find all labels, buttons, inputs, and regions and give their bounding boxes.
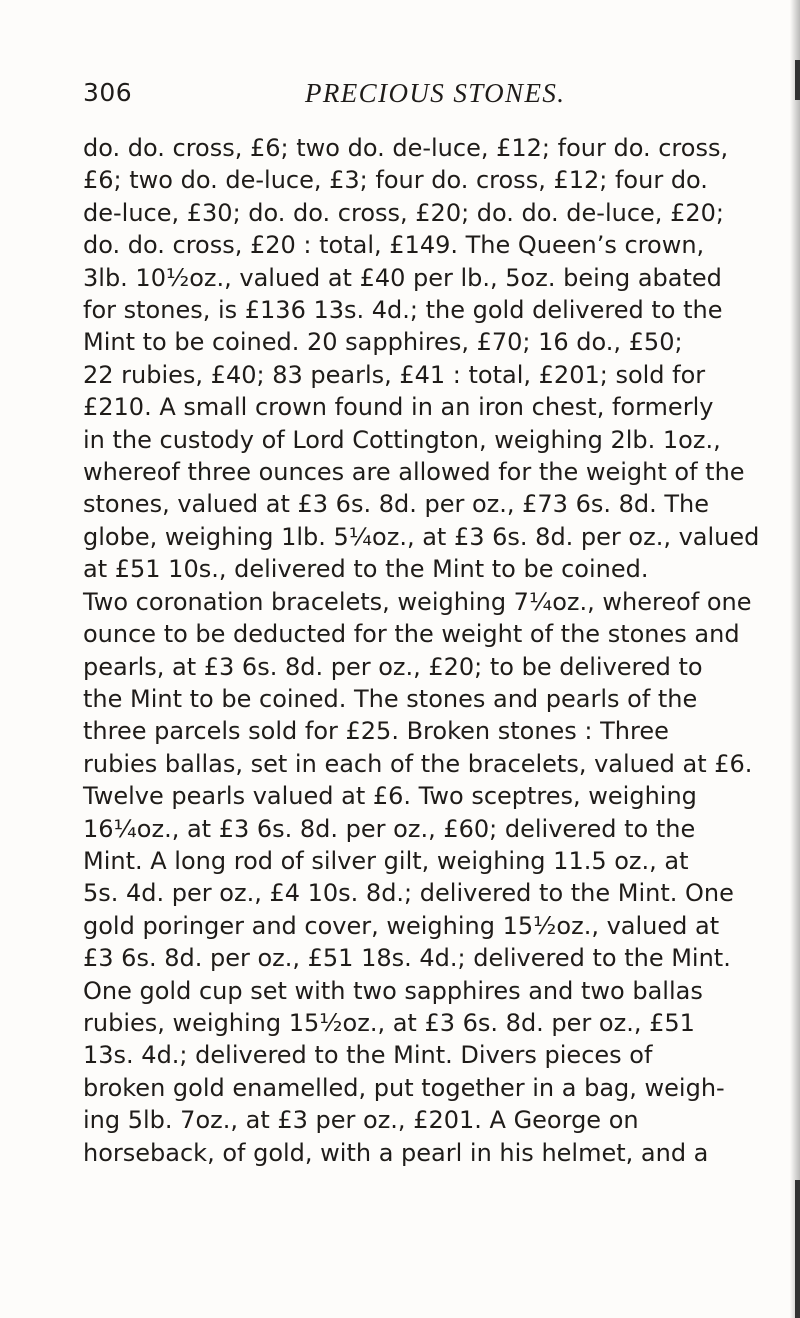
text-line: horseback, of gold, with a pearl in his helmet, and a: [83, 1138, 709, 1167]
text-line: whereof three ounces are allowed for the weight of the: [83, 458, 745, 487]
text-line: Mint to be coined. 20 sapphires, £70; 16 do., £50;: [83, 328, 683, 357]
page-edge-mark: [795, 60, 800, 100]
text-line: Two coronation bracelets, weighing 7¼oz., whereof one: [83, 587, 752, 616]
text-line: rubies ballas, set in each of the bracelets, valued at £6.: [83, 749, 753, 778]
text-line: ing 5lb. 7oz., at £3 per oz., £201. A George on: [83, 1106, 639, 1135]
page-edge-shadow: [790, 0, 800, 1318]
text-line: 22 rubies, £40; 83 pearls, £41 : total, £201; sold for: [83, 360, 706, 389]
text-line: £6; two do. de-luce, £3; four do. cross, £12; four do.: [83, 166, 708, 195]
text-line: stones, valued at £3 6s. 8d. per oz., £73 6s. 8d. The: [83, 490, 709, 519]
text-line: three parcels sold for £25. Broken stones : Three: [83, 717, 669, 746]
text-line: the Mint to be coined. The stones and pearls of the: [83, 684, 698, 713]
text-line: 16¼oz., at £3 6s. 8d. per oz., £60; delivered to the: [83, 814, 696, 843]
text-line: do. do. cross, £20 : total, £149. The Queen’s crown,: [83, 231, 705, 260]
text-line: £3 6s. 8d. per oz., £51 18s. 4d.; delivered to the Mint.: [83, 944, 731, 973]
text-line: pearls, at £3 6s. 8d. per oz., £20; to be delivered to: [83, 652, 703, 681]
text-line: at £51 10s., delivered to the Mint to be coined.: [83, 555, 649, 584]
text-line: 5s. 4d. per oz., £4 10s. 8d.; delivered to the Mint. One: [83, 879, 734, 908]
text-line: Twelve pearls valued at £6. Two sceptres, weighing: [83, 782, 697, 811]
text-line: rubies, weighing 15½oz., at £3 6s. 8d. per oz., £51: [83, 1008, 695, 1037]
text-line: ounce to be deducted for the weight of the stones and: [83, 620, 740, 649]
text-line: do. do. cross, £6; two do. de-luce, £12; four do. cross,: [83, 134, 729, 162]
text-line: Mint. A long rod of silver gilt, weighing 11.5 oz., at: [83, 846, 689, 875]
running-title: PRECIOUS STONES.: [305, 78, 566, 108]
text-line: in the custody of Lord Cottington, weighing 2lb. 1oz.,: [83, 425, 721, 454]
text-line: broken gold enamelled, put together in a bag, weigh-: [83, 1073, 725, 1102]
text-line: gold poringer and cover, weighing 15½oz., valued at: [83, 911, 720, 940]
text-line: 3lb. 10½oz., valued at £40 per lb., 5oz. being abated: [83, 263, 722, 292]
text-line: de-luce, £30; do. do. cross, £20; do. do. de-luce, £20;: [83, 198, 724, 227]
text-line: globe, weighing 1lb. 5¼oz., at £3 6s. 8d. per oz., valued: [83, 522, 760, 551]
text-line: for stones, is £136 13s. 4d.; the gold delivered to the: [83, 296, 723, 325]
page-header: [83, 78, 768, 114]
text-line: £210. A small crown found in an iron chest, formerly: [83, 393, 714, 422]
page-number: 306: [83, 78, 133, 107]
text-line: 13s. 4d.; delivered to the Mint. Divers pieces of: [83, 1041, 653, 1070]
text-line: One gold cup set with two sapphires and two ballas: [83, 976, 703, 1005]
page-edge-mark: [795, 1180, 800, 1318]
body-text: [83, 132, 773, 1169]
